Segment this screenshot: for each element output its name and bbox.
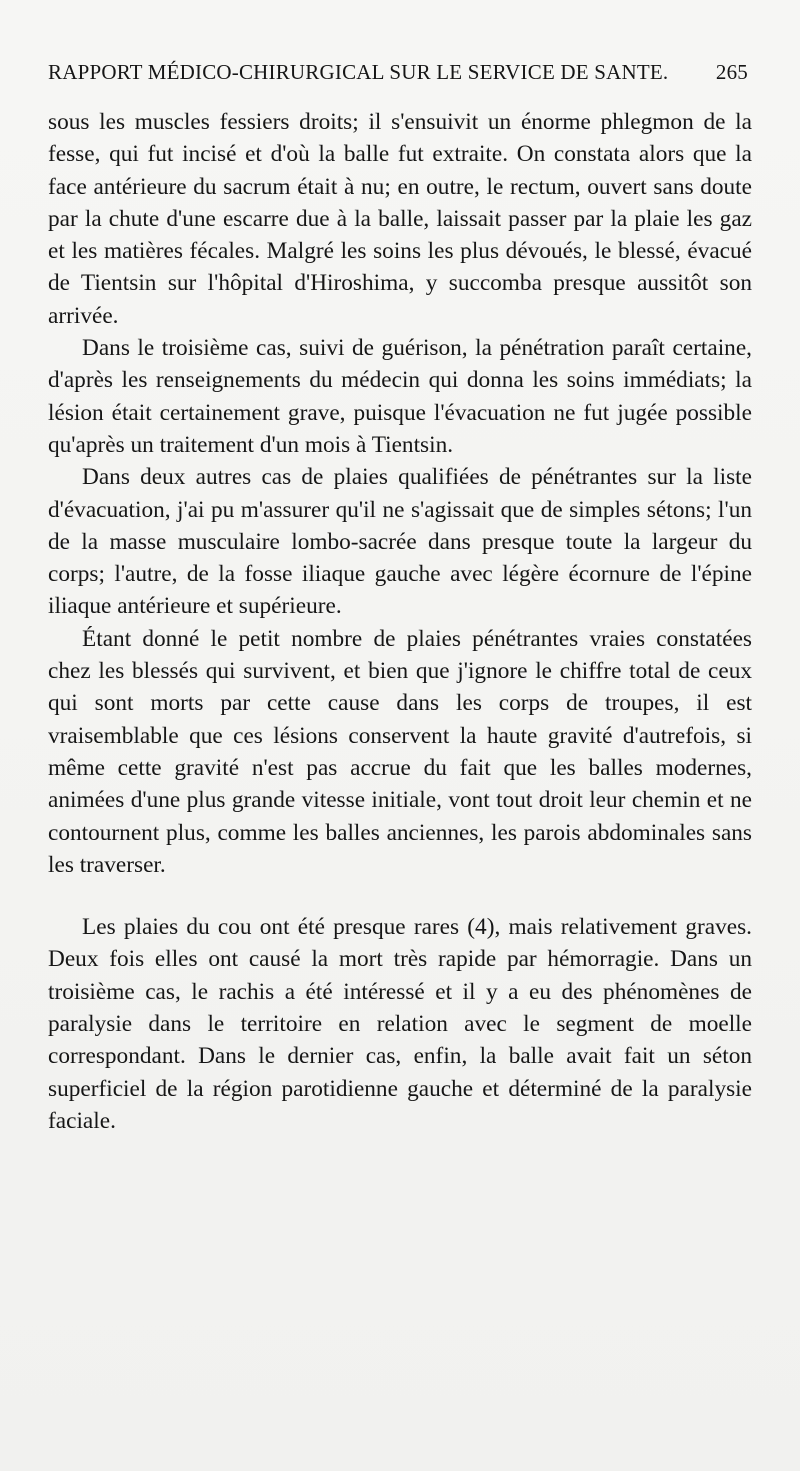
paragraph: Les plaies du cou ont été presque rares (4), mais relativement graves. Deux fois elles ont causé la mort très rapide par hémorragie. Dans un troisième cas, le rachis a été intéressé et il y a eu des phénomènes de paralysie dans le territoire en relation avec le segment de moelle correspondant. Dans le dernier cas, enfin, la balle avait fait un séton superficiel de la région parotidienne gauche et déterminé de la paralysie faciale. [48,914,752,1134]
body-text [48,106,752,1137]
page-header [48,60,748,92]
paragraph: Dans le troisième cas, suivi de guérison, la pénétration paraît certaine, d'après les renseignements du médecin qui donna les soins immédiats; la lésion était certainement grave, puisque l'évacuation ne fut jugée possible qu'après un traitement d'un mois à Tientsin. [48,335,752,458]
paragraph: Dans deux autres cas de plaies qualifiées de pénétrantes sur la liste d'évacuation, j'ai pu m'assurer qu'il ne s'agissait que de simples sétons; l'un de la masse musculaire lombo-sacrée dans presque toute la largeur du corps; l'autre, de la fosse iliaque gauche avec légère écornure de l'épine iliaque antérieure et supérieure. [48,464,752,620]
running-title: RAPPORT MÉDICO-CHIRURGICAL SUR LE SERVICE DE SANTE. [48,60,669,84]
page-number: 265 [715,60,748,84]
paragraph: sous les muscles fessiers droits; il s'ensuivit un énorme phlegmon de la fesse, qui fut incisé et d'où la balle fut extraite. On constata alors que la face antérieure du sacrum était à nu; en outre, le rectum, ouvert sans doute par la chute d'une escarre due à la balle, laissait passer par la plaie les gaz et les matières fécales. Malgré les soins les plus dévoués, le blessé, évacué de Tientsin sur l'hôpital d'Hiroshima, y succomba presque aussitôt son arrivée. [48,109,752,329]
paragraph: Étant donné le petit nombre de plaies pénétrantes vraies constatées chez les blessés qui survivent, et bien que j'ignore le chiffre total de ceux qui sont morts par cette cause dans les corps de troupes, il est vraisemblable que ces lésions conservent la haute gravité d'autrefois, si même cette gravité n'est pas accrue du fait que les balles modernes, animées d'une plus grande vitesse initiale, vont tout droit leur chemin et ne contournent plus, comme les balles anciennes, les parois abdominales sans les traverser. [48,625,752,878]
